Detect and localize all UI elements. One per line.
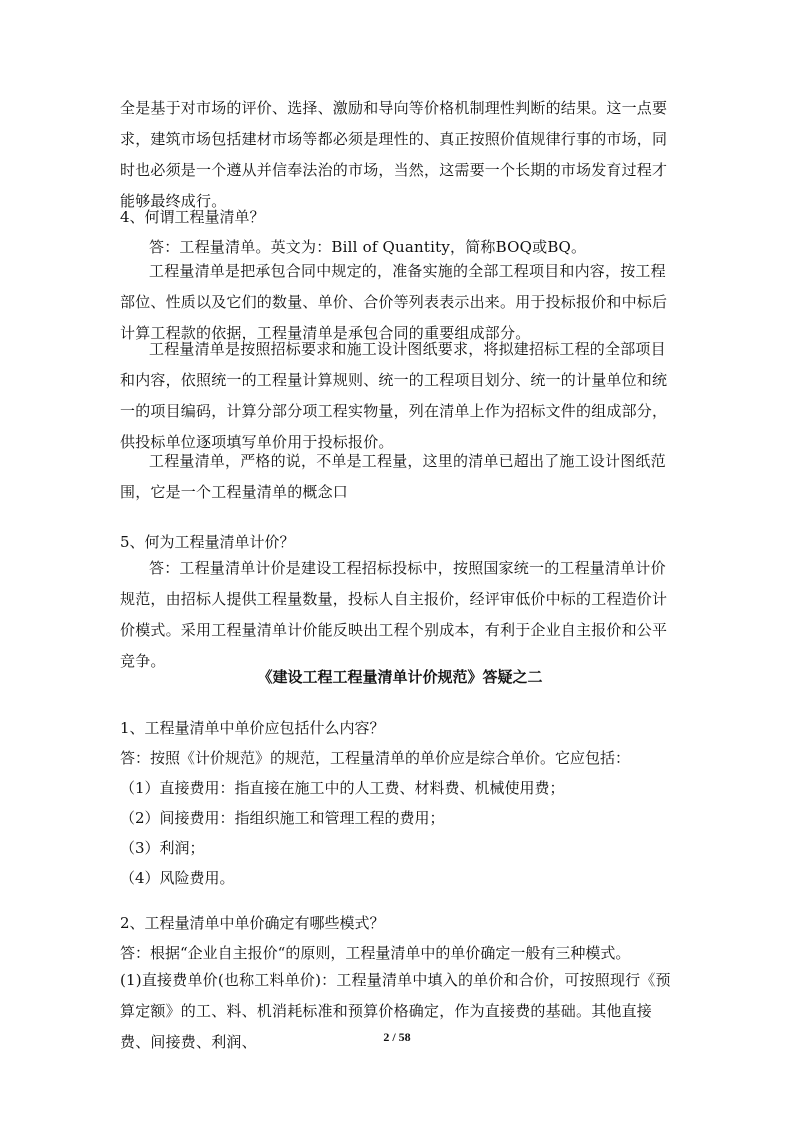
question-4-answer-paragraph-2: 工程量清单是按照招标要求和施工设计图纸要求，将拟建招标工程的全部项目和内容，依照统一的工程量计算规则、统一的工程项目划分、统一的计量单位和统一的项目编码，计算分部分项工程实物量，列在清单上作为招标文件的组成部分，供投标单位逐项填写单价用于投标报价。 bbox=[120, 340, 668, 451]
question-5-heading: 5、何为工程量清单计价？ bbox=[120, 533, 295, 551]
section-2-question-1: 1、工程量清单中单价应包括什么内容？ bbox=[120, 719, 385, 737]
section-2-question-2: 2、工程量清单中单价确定有哪些模式？ bbox=[120, 914, 385, 932]
pricing-mode-1: (1)直接费单价(也称工料单价)：工程量清单中填入的单价和合价，可按照现行《预算定额》的工、料、机消耗标准和预算价格确定，作为直接费的基础。其他直接费、间接费、利润、 bbox=[120, 971, 671, 1051]
question-4-answer-paragraph-1: 工程量清单是把承包合同中规定的，准备实施的全部工程项目和内容，按工程部位、性质以及它们的数量、单价、合价等列表表示出来。用于投标报价和中标后计算工程款的依据，工程量清单是承包合同的重要组成部分。 bbox=[120, 262, 668, 342]
page-number: 2 / 58 bbox=[383, 1030, 411, 1044]
question-4-heading: 4、何谓工程量清单？ bbox=[120, 208, 265, 226]
question-4-answer-paragraph-3: 工程量清单，严格的说，不单是工程量，这里的清单已超出了施工设计图纸范围，它是一个工程量清单的概念口 bbox=[120, 452, 666, 501]
list-item-indirect-cost: （2）间接费用：指组织施工和管理工程的费用； bbox=[120, 809, 445, 827]
section-2-answer-1: 答：按照《计价规范》的规范，工程量清单的单价应是综合单价。它应包括： bbox=[120, 749, 631, 767]
question-4-answer-definition: 答：工程量清单。英文为：Bill of Quantity，简称BOQ或BQ。 bbox=[149, 238, 587, 256]
paragraph-intro-continuation: 全是基于对市场的评价、选择、激励和导向等价格机制理性判断的结果。这一点要求，建筑市场包括建材市场等都必须是理性的、真正按照价值规律行事的市场，同时也必须是一个遵从并信奉法治的市场，当然，这需要一个长期的市场发育过程才能够最终成行。 bbox=[120, 99, 668, 210]
section-title: 《建设工程工程量清单计价规范》答疑之二 bbox=[257, 668, 543, 686]
question-5-answer: 答：工程量清单计价是建设工程招标投标中，按照国家统一的工程量清单计价规范，由招标人提供工程量数量，投标人自主报价，经评审低价中标的工程造价计价模式。采用工程量清单计价能反映出工程个别成本，有利于企业自主报价和公平竞争。 bbox=[120, 559, 668, 670]
list-item-profit: （3）利润； bbox=[120, 839, 205, 857]
list-item-direct-cost: （1）直接费用：指直接在施工中的人工费、材料费、机械使用费； bbox=[120, 779, 565, 797]
section-2-answer-2: 答：根据“企业自主报价“的原则，工程量清单中的单价确定一般有三种模式。 bbox=[120, 944, 631, 962]
list-item-risk-cost: （4）风险费用。 bbox=[120, 869, 235, 887]
